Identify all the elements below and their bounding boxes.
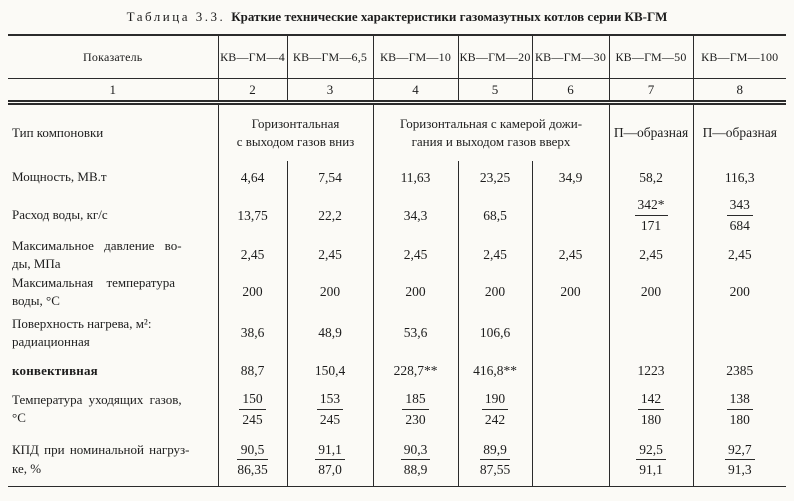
value-cell — [287, 433, 373, 487]
row-label-line: воды, °С — [12, 292, 60, 308]
value-cell: 11,63 — [373, 161, 458, 195]
table-row — [8, 237, 786, 273]
value-cell: 2,45 — [693, 237, 786, 273]
merged-cell — [218, 103, 373, 161]
row-label — [8, 237, 218, 273]
empty-cell — [532, 386, 609, 433]
fraction-value — [638, 390, 664, 428]
table-body — [8, 103, 786, 487]
characteristics-table — [8, 34, 786, 487]
col-number: 7 — [609, 79, 693, 103]
table-row — [8, 161, 786, 195]
col-header-model: КВ—ГМ—20 — [458, 35, 532, 79]
table-row — [8, 103, 786, 161]
fraction-denominator: 684 — [729, 218, 750, 233]
value-cell: 200 — [609, 273, 693, 311]
fraction-numerator: 150 — [239, 390, 265, 410]
merged-cell — [373, 103, 609, 161]
merged-cell-line: гания и выходом газов вверх — [411, 133, 571, 149]
scanned-document-page — [0, 9, 794, 501]
empty-cell — [532, 433, 609, 487]
fraction-value — [725, 441, 755, 479]
fraction-value — [480, 441, 510, 479]
value-cell: 150,4 — [287, 356, 373, 386]
fraction-denominator: 86,35 — [237, 462, 268, 478]
fraction-value — [239, 390, 265, 428]
fraction-denominator: 88,9 — [403, 462, 428, 478]
row-label-line: Максимальная температура — [12, 274, 176, 290]
row-label-line: радиационная — [12, 334, 90, 350]
fraction-numerator: 138 — [727, 390, 753, 410]
row-label — [8, 273, 218, 311]
value-cell: 2,45 — [287, 237, 373, 273]
fraction-numerator: 92,7 — [725, 441, 755, 461]
col-number: 5 — [458, 79, 532, 103]
value-cell: 2,45 — [609, 237, 693, 273]
fraction-denominator: 245 — [242, 411, 263, 427]
merged-cell-line: с выходом газов вниз — [236, 133, 355, 149]
fraction-denominator: 87,55 — [479, 462, 511, 478]
table-row — [8, 356, 786, 386]
value-cell — [609, 386, 693, 433]
value-cell: 200 — [693, 273, 786, 311]
fraction-numerator: 90,3 — [401, 441, 431, 461]
table-header — [8, 35, 786, 103]
row-label-line: ды, МПа — [12, 255, 61, 271]
fraction-denominator: 180 — [729, 411, 750, 427]
value-cell: 22,2 — [287, 195, 373, 237]
empty-cell — [532, 311, 609, 356]
value-cell: 2,45 — [532, 237, 609, 273]
value-cell: 116,3 — [693, 161, 786, 195]
row-label-line: °С — [12, 410, 26, 426]
value-cell: 68,5 — [458, 195, 532, 237]
value-cell — [609, 195, 693, 237]
value-cell: 88,7 — [218, 356, 287, 386]
row-label — [8, 311, 218, 356]
fraction-numerator: 90,5 — [237, 441, 267, 461]
col-header-indicator: Показатель — [8, 35, 218, 79]
fraction-denominator: 91,1 — [639, 462, 663, 478]
row-label-line: Температура уходящих газов, — [12, 392, 182, 408]
empty-cell — [532, 195, 609, 237]
value-cell: 2,45 — [218, 237, 287, 273]
col-header-model: КВ—ГМ—6,5 — [287, 35, 373, 79]
fraction-value — [727, 390, 753, 428]
fraction-numerator: 153 — [317, 390, 343, 410]
fraction-numerator: 190 — [482, 390, 508, 410]
row-label-line: Мощность, МВ.т — [12, 169, 107, 185]
value-cell: 38,6 — [218, 311, 287, 356]
value-cell: П—образная — [609, 103, 693, 161]
row-label-line: ке, % — [12, 460, 42, 476]
fraction-numerator: 89,9 — [480, 441, 510, 461]
value-cell — [287, 386, 373, 433]
fraction-numerator: 343 — [727, 196, 753, 216]
page-title — [0, 9, 794, 25]
value-cell — [373, 386, 458, 433]
value-cell: 58,2 — [609, 161, 693, 195]
value-cell: 200 — [532, 273, 609, 311]
value-cell: 4,64 — [218, 161, 287, 195]
fraction-denominator: 245 — [319, 411, 341, 427]
value-cell: 2,45 — [458, 237, 532, 273]
table-row — [8, 195, 786, 237]
fraction-numerator: 342* — [635, 196, 668, 216]
row-label — [8, 386, 218, 433]
value-cell — [458, 433, 532, 487]
col-number: 8 — [693, 79, 786, 103]
fraction-value — [482, 390, 508, 428]
merged-cell-line: Горизонтальная с камерой дожи- — [399, 116, 583, 132]
empty-cell — [609, 311, 693, 356]
table-row — [8, 386, 786, 433]
fraction-value — [401, 441, 431, 479]
fraction-numerator: 92,5 — [636, 441, 666, 461]
fraction-denominator: 91,3 — [727, 462, 752, 478]
value-cell: 7,54 — [287, 161, 373, 195]
col-header-model: КВ—ГМ—50 — [609, 35, 693, 79]
value-cell: 1223 — [609, 356, 693, 386]
row-label-line: конвективная — [12, 362, 98, 378]
row-label-line: Тип компоновки — [12, 124, 104, 140]
value-cell: 106,6 — [458, 311, 532, 356]
table-row — [8, 433, 786, 487]
row-label-line: КПД при номинальной нагруз- — [12, 442, 190, 458]
col-number: 3 — [287, 79, 373, 103]
row-label — [8, 356, 218, 386]
value-cell: 48,9 — [287, 311, 373, 356]
col-header-model: КВ—ГМ—100 — [693, 35, 786, 79]
fraction-denominator: 242 — [484, 411, 506, 427]
col-number: 6 — [532, 79, 609, 103]
fraction-value — [317, 390, 343, 428]
table-title-text: Краткие технические характеристики газомазутных котлов серии КВ-ГМ — [231, 9, 668, 24]
col-number: 4 — [373, 79, 458, 103]
value-cell: П—образная — [693, 103, 786, 161]
row-label — [8, 161, 218, 195]
fraction-value — [315, 441, 345, 479]
value-cell: 2385 — [693, 356, 786, 386]
row-label-line: Расход воды, кг/с — [12, 207, 108, 223]
fraction-value — [636, 441, 666, 479]
fraction-denominator: 230 — [405, 411, 426, 427]
fraction-denominator: 180 — [640, 411, 662, 427]
table-header-row-numbers — [8, 79, 786, 103]
value-cell: 34,9 — [532, 161, 609, 195]
fraction-numerator: 142 — [638, 390, 664, 410]
col-number: 2 — [218, 79, 287, 103]
fraction-value — [237, 441, 267, 479]
value-cell: 13,75 — [218, 195, 287, 237]
row-label — [8, 103, 218, 161]
row-label-line: Максимальное давление во- — [12, 237, 182, 253]
table-row — [8, 273, 786, 311]
value-cell — [693, 433, 786, 487]
value-cell: 34,3 — [373, 195, 458, 237]
col-number: 1 — [8, 79, 218, 103]
value-cell — [218, 386, 287, 433]
value-cell — [693, 195, 786, 237]
row-label-line: Поверхность нагрева, м²: — [12, 316, 152, 332]
fraction-value — [727, 196, 753, 234]
value-cell: 200 — [287, 273, 373, 311]
value-cell: 200 — [218, 273, 287, 311]
fraction-value — [635, 196, 668, 234]
fraction-numerator: 185 — [402, 390, 428, 410]
col-header-model: КВ—ГМ—4 — [218, 35, 287, 79]
table-header-row-models — [8, 35, 786, 79]
value-cell: 200 — [458, 273, 532, 311]
value-cell: 2,45 — [373, 237, 458, 273]
table-number-label: Таблица 3.3. — [126, 9, 226, 24]
value-cell: 416,8** — [458, 356, 532, 386]
value-cell — [373, 433, 458, 487]
fraction-denominator: 171 — [640, 218, 662, 233]
row-label — [8, 433, 218, 487]
value-cell — [609, 433, 693, 487]
value-cell: 228,7** — [373, 356, 458, 386]
value-cell: 200 — [373, 273, 458, 311]
value-cell: 23,25 — [458, 161, 532, 195]
row-label — [8, 195, 218, 237]
merged-cell-line: Горизонтальная — [251, 116, 340, 132]
empty-cell — [532, 356, 609, 386]
value-cell — [218, 433, 287, 487]
value-cell: 53,6 — [373, 311, 458, 356]
col-header-model: КВ—ГМ—10 — [373, 35, 458, 79]
empty-cell — [693, 311, 786, 356]
value-cell — [458, 386, 532, 433]
table-row — [8, 311, 786, 356]
fraction-numerator: 91,1 — [315, 441, 345, 461]
value-cell — [693, 386, 786, 433]
fraction-denominator: 87,0 — [318, 462, 342, 478]
fraction-value — [402, 390, 428, 428]
col-header-model: КВ—ГМ—30 — [532, 35, 609, 79]
